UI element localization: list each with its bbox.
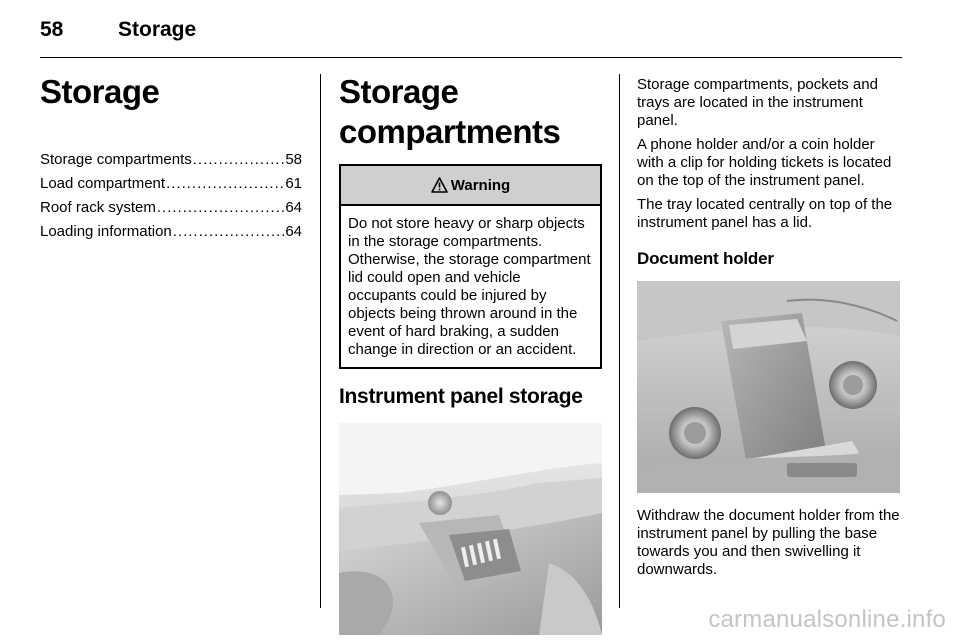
section-title: Storage compartments [339,73,561,150]
toc-entry-page: 64 [285,199,302,216]
toc-entry-label: Load compartment [40,175,166,192]
warning-box [339,164,602,369]
warning-header [341,166,600,206]
paragraph: Storage compartments, pockets and trays are located in the instrument panel. [637,76,878,129]
toc-entry-page: 58 [285,151,302,168]
page-number: 58 [40,18,64,41]
column-description [637,76,903,585]
instrument-panel-storage-photo [339,423,602,635]
toc-entry[interactable] [40,148,302,172]
document-holder-photo [637,281,900,493]
toc-leader-dots [193,148,285,172]
paragraph: The tray located centrally on top of the instrument panel has a lid. [637,196,893,231]
warning-label: Warning [450,176,511,194]
page-header [40,18,920,48]
column-storage-compartments [339,72,602,635]
toc-entry-page: 61 [285,175,302,192]
subheading: Document holder [637,249,774,268]
toc-entry-label: Roof rack system [40,199,156,216]
warning-text: Do not store heavy or sharp objects in the storage compartments. Otherwise, the storage compartment lid could open and vehicle occupants could be injured by objects being thrown around in the event of hard braking, a sudden change in direction or an accident. [348,215,591,358]
warning-triangle-icon [431,177,448,193]
toc-entry[interactable] [40,220,302,244]
chapter-title: Storage [40,73,160,110]
column-divider-1 [320,74,321,608]
running-title: Storage [118,18,197,41]
header-rule [40,57,902,58]
toc-entry-page: 64 [285,223,302,240]
toc-leader-dots [157,196,284,220]
toc-leader-dots [173,220,285,244]
section-heading: Instrument panel storage [339,385,583,408]
toc-leader-dots [166,172,284,196]
paragraph: A phone holder and/or a coin holder with a clip for holding tickets is located on the top of the instrument panel. [637,136,892,189]
toc-entry[interactable] [40,196,302,220]
watermark: carmanualsonline.info [708,606,946,633]
table-of-contents [40,148,302,244]
paragraph: Withdraw the document holder from the instrument panel by pulling the base towards you and then swivelling it downwards. [637,507,900,578]
column-divider-2 [619,74,620,608]
toc-entry-label: Loading information [40,223,172,240]
toc-entry-label: Storage compartments [40,151,192,168]
toc-entry[interactable] [40,172,302,196]
column-toc [40,72,302,244]
